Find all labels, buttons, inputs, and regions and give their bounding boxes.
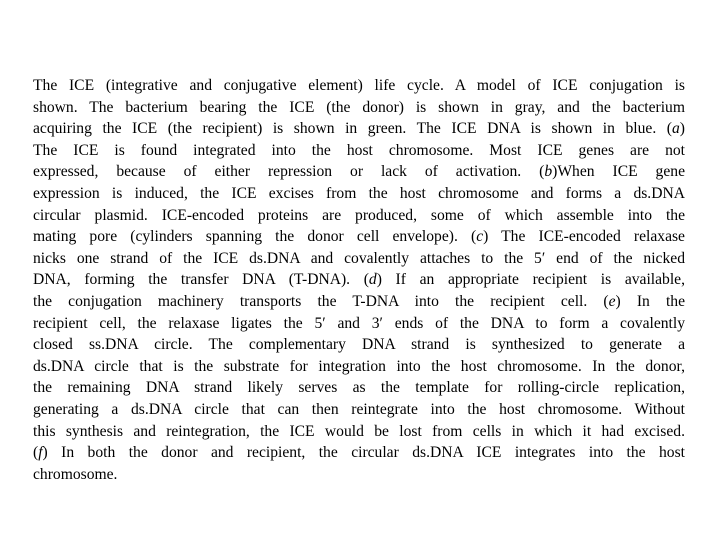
caption-text: the remaining DNA strand likely serves as the template for rolling-circle replication, <box>33 379 685 397</box>
caption-text: ) The ICE-encoded relaxase <box>483 228 685 246</box>
caption-line <box>33 334 685 356</box>
caption-text: recipient cell, the relaxase ligates the 5′ and 3′ ends of the DNA to form a covalently <box>33 314 685 332</box>
caption-line <box>33 421 685 443</box>
caption-panel-letter: f <box>38 444 43 462</box>
caption-text: mating pore (cylinders spanning the donor cell envelope). ( <box>33 228 477 246</box>
caption-line <box>33 442 685 464</box>
caption-text: shown. The bacterium bearing the ICE (the donor) is shown in gray, and the bacterium <box>33 98 685 116</box>
caption-text: ) <box>679 120 685 138</box>
caption-line <box>33 205 685 227</box>
caption-panel-letter: d <box>368 271 377 289</box>
caption-line <box>33 248 685 270</box>
caption-panel-letter: e <box>608 292 616 310</box>
caption-line <box>33 118 685 140</box>
caption-line <box>33 97 685 119</box>
caption-text: ) If an appropriate recipient is available, <box>376 271 685 289</box>
caption-line <box>33 291 685 313</box>
caption-panel-letter: c <box>476 228 484 246</box>
caption-text: The ICE is found integrated into the host chromosome. Most ICE genes are not <box>33 141 685 159</box>
caption-line <box>33 226 685 248</box>
caption-text: ( <box>33 444 39 462</box>
caption-text: expression is induced, the ICE excises from the host chromosome and forms a ds.DNA <box>33 184 685 202</box>
caption-panel-letter: a <box>672 120 680 138</box>
caption-text: nicks one strand of the ICE ds.DNA and covalently attaches to the 5′ end of the nicked <box>33 249 685 267</box>
caption-line <box>33 183 685 205</box>
caption-text: acquiring the ICE (the recipient) is shown in green. The ICE DNA is shown in blue. ( <box>33 120 672 138</box>
caption-text: circular plasmid. ICE-encoded proteins are produced, some of which assemble into the <box>33 206 685 224</box>
caption-text: ) In both the donor and recipient, the circular ds.DNA ICE integrates into the host <box>42 444 685 462</box>
caption-panel-letter: b <box>544 163 553 181</box>
caption-line <box>33 161 685 183</box>
caption-text: )When ICE gene <box>552 163 685 181</box>
caption-line <box>33 464 685 486</box>
caption-line <box>33 356 685 378</box>
caption-text: expressed, because of either repression or lack of activation. ( <box>33 163 545 181</box>
caption-text: generating a ds.DNA circle that can then reintegrate into the host chromosome. Without <box>33 400 685 418</box>
caption-line <box>33 140 685 162</box>
caption-line <box>33 377 685 399</box>
caption-line <box>33 269 685 291</box>
caption-text: ) In the <box>615 292 686 310</box>
caption-line <box>33 399 685 421</box>
caption-text: DNA, forming the transfer DNA (T-DNA). ( <box>33 271 369 289</box>
caption-line <box>33 75 685 97</box>
caption-line <box>33 313 685 335</box>
caption-text: The ICE (integrative and conjugative element) life cycle. A model of ICE conjugation is <box>33 77 685 94</box>
caption-text: the conjugation machinery transports the T-DNA into the recipient cell. ( <box>33 292 609 310</box>
caption-text: this synthesis and reintegration, the ICE would be lost from cells in which it had excised. <box>33 422 685 440</box>
caption-text: closed ss.DNA circle. The complementary DNA strand is synthesized to generate a <box>33 336 685 354</box>
figure-caption <box>33 75 685 485</box>
caption-text: ds.DNA circle that is the substrate for integration into the host chromosome. In the donor, <box>33 357 685 375</box>
caption-text: chromosome. <box>33 465 118 483</box>
